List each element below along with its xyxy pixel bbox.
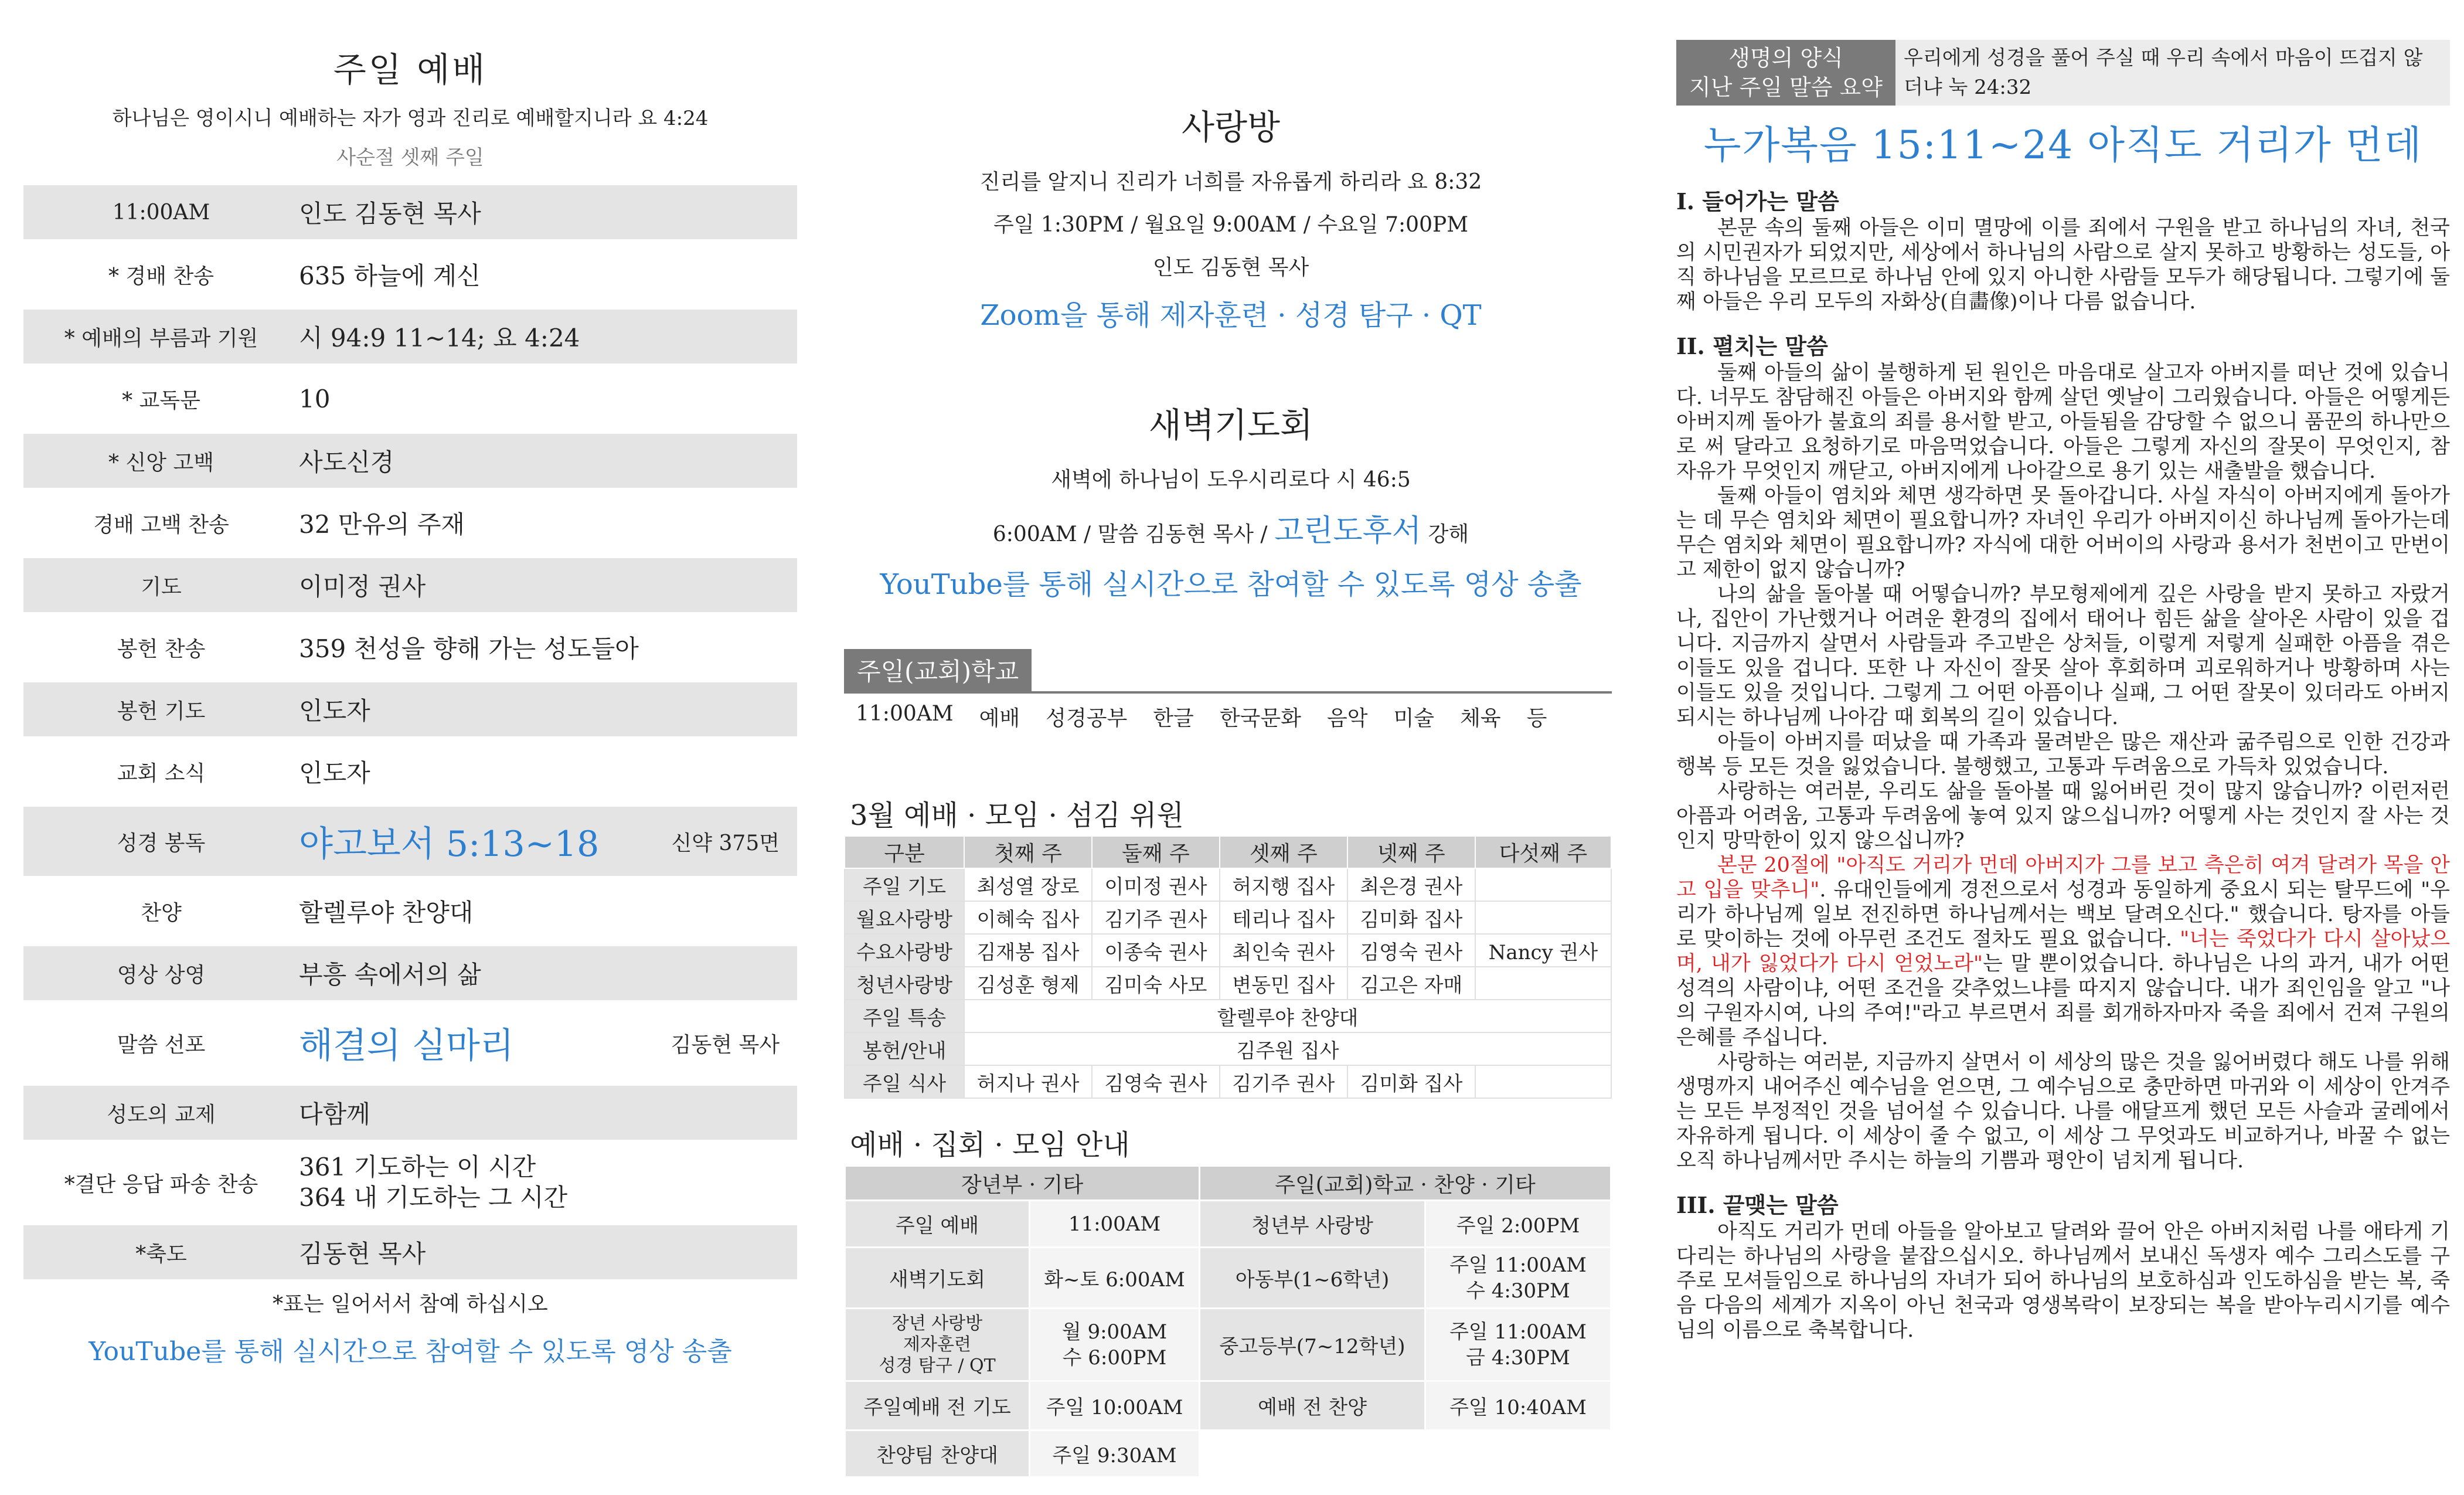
paragraph: 아들이 아버지를 떠났을 때 가족과 물려받은 많은 재산과 굶주림으로 인한 건강과 행복 등 모든 것을 잃었습니다. 불행했고, 고통과 두려움으로 가득차 있었습니다. <box>1676 730 2450 779</box>
order-row <box>23 682 797 736</box>
order-row <box>23 558 797 612</box>
paragraph: 아직도 거리가 먼데 아들을 알아보고 달려와 끌어 안은 아버지처럼 나를 애타게 기다리는 하나님의 사랑을 붙잡으십시오. 하나님께서 보내신 독생자 예수 그리스도를 구주로 모셔들임으로 하나님의 자녀가 되어 하나님의 보호하심과 인도하심을 받는 복, 죽음 다음의 세계가 지옥이 아닌 천국과 영생복락이 보장되는 복을 받아누리시기를 예수님의 이름으로 축복합니다. <box>1676 1220 2450 1342</box>
table-cell: 11:00AM <box>1030 1201 1200 1248</box>
order-row <box>23 310 797 363</box>
zoom-notice: Zoom을 통해 제자훈련 · 성경 탐구 · QT <box>980 299 1482 332</box>
standing-note: *표는 일어서서 참예 하십시오 <box>273 1292 548 1316</box>
order-row <box>23 946 797 1000</box>
table-cell <box>1475 1065 1611 1098</box>
order-row <box>23 434 797 488</box>
dawn-info-prefix: 6:00AM / 말씀 김동현 목사 / <box>992 522 1268 546</box>
order-value: 635 하늘에 계신 <box>299 261 481 290</box>
column-header: 주일(교회)학교 · 찬양 · 기타 <box>1200 1166 1611 1201</box>
table-header-row <box>845 836 1611 868</box>
order-row <box>23 884 797 938</box>
order-label: * 신앙 고백 <box>108 450 214 475</box>
paragraph: 본문 속의 둘째 아들은 이미 멸망에 이를 죄에서 구원을 받고 하나님의 자녀, 천국의 시민권자가 되었지만, 세상에서 하나님의 사람으로 살지 못하고 방황하는 성도들, 아직 하나님을 모르므로 하나님 안에 있지 아니한 사람들 모두가 해당됩니다. 그렇기에 둘째 아들은 우리 모두의 자화상(自畵像)이나 다름 없습니다. <box>1676 216 2450 314</box>
order-label: * 교독문 <box>122 388 200 413</box>
dawn-info-suffix: 강해 <box>1428 522 1469 546</box>
row-label: 장년 사랑방 제자훈련 성경 탐구 / QT <box>845 1309 1030 1381</box>
table-cell: 주일 11:00AM 금 4:30PM <box>1425 1309 1611 1381</box>
hymn-2: 364 내 기도하는 그 시간 <box>299 1183 568 1212</box>
table-cell: 김성훈 형제 <box>964 967 1092 1000</box>
worship-subtitle: 사순절 셋째 주일 <box>336 146 484 169</box>
order-label: 봉헌 기도 <box>117 699 206 723</box>
dawn-verse: 새벽에 하나님이 도우시리로다 시 46:5 <box>1051 468 1411 492</box>
order-row <box>23 185 797 239</box>
highlighted-quote: 본문 20절에 "아직도 거리가 먼데 아버지가 그를 보고 측은히 여겨 달려가 목을 안고 입을 맞추니" <box>1676 854 2450 902</box>
order-label: *축도 <box>135 1242 187 1266</box>
order-label: 경배 고백 찬송 <box>93 512 229 537</box>
order-value: 10 <box>299 384 331 413</box>
table-cell: 이미정 권사 <box>1092 868 1220 901</box>
table-cell: 최성열 장로 <box>964 868 1092 901</box>
table-row <box>845 934 1611 967</box>
school-item: 등 <box>1526 706 1547 730</box>
row-label: 주일예배 전 기도 <box>845 1381 1030 1431</box>
table-cell: 김미화 집사 <box>1347 901 1475 934</box>
dawn-book: 고린도후서 <box>1274 514 1422 549</box>
badge-subtitle: 지난 주일 말씀 요약 <box>1689 74 1883 100</box>
school-item: 한국문화 <box>1219 706 1301 730</box>
table-cell: 허지행 집사 <box>1220 868 1347 901</box>
column-header: 첫째 주 <box>964 836 1092 868</box>
order-of-service <box>23 185 797 1279</box>
table-cell: 월 9:00AM 수 6:00PM <box>1030 1309 1200 1381</box>
row-label: 주일 식사 <box>845 1065 964 1098</box>
table-cell: 김기주 권사 <box>1092 901 1220 934</box>
paragraph-text: . 유대인들에게 경전으로서 성경과 동일하게 중요시 되는 탈무드에 "우리가 하나님께 일보 전진하면 하나님께서는 백보 달려오신다." 했습니다. 탕자를 아들로 맞이하는 것에 아무런 조건도 절차도 필요 없습니다. <box>1676 878 2450 951</box>
table-cell <box>1425 1431 1611 1477</box>
order-value: 인도자 <box>299 696 370 725</box>
scripture-reference: 야고보서 5:13~18 <box>299 824 600 865</box>
sermon-summary-title: 누가복음 15:11~24 아직도 거리가 먼데 <box>1703 123 2423 168</box>
table-cell: 이혜숙 집사 <box>964 901 1092 934</box>
order-label: * 경배 찬송 <box>108 264 214 288</box>
table-row <box>845 1000 1611 1032</box>
table-cell: Nancy 권사 <box>1475 934 1611 967</box>
table-row <box>845 868 1611 901</box>
table-cell: 이종숙 권사 <box>1092 934 1220 967</box>
school-item: 성경공부 <box>1046 706 1128 730</box>
youtube-notice: YouTube를 통해 실시간으로 참여할 수 있도록 영상 송출 <box>89 1337 732 1367</box>
highlighted-quote: "너는 죽었다가 다시 살아났으며, 내가 잃었다가 다시 얻었노라" <box>1676 927 2451 976</box>
paragraph: 사랑하는 여러분, 우리도 삶을 돌아볼 때 잃어버린 것이 많지 않습니까? 이런저런 아픔과 어려움, 고통과 두려움에 놓여 있지 않으십니까? 어떻게 사는 것인지 잘 사는 것인지 망막한이 있지 않으십니까? <box>1676 780 2450 852</box>
love-room-verse: 진리를 알지니 진리가 너희를 자유롭게 하리라 요 8:32 <box>979 170 1482 194</box>
table-cell <box>1475 868 1611 901</box>
table-row <box>845 1201 1611 1248</box>
order-row <box>23 745 797 799</box>
table-cell: 김미화 집사 <box>1347 1065 1475 1098</box>
row-label: 청년부 사랑방 <box>1200 1201 1425 1248</box>
table-cell: 최인숙 권사 <box>1220 934 1347 967</box>
order-value: 32 만유의 주재 <box>299 510 465 539</box>
table-cell: 최은경 권사 <box>1347 868 1475 901</box>
order-row <box>23 1086 797 1140</box>
header-verse: 우리에게 성경을 풀어 주실 때 우리 속에서 마음이 뜨겁지 않더냐 눅 24:32 <box>1895 40 2450 106</box>
order-value: 할렐루야 찬양대 <box>299 898 474 927</box>
table-header-row <box>845 1166 1611 1201</box>
table-row <box>845 1032 1611 1065</box>
paragraph: 둘째 아들이 염치와 체면 생각하면 못 돌아갑니다. 사실 자식이 아버지에게 돌아가는 데 무슨 염치와 체면이 필요합니까? 자녀인 우리가 아버지이신 하나님께 돌아가는데 무슨 염치와 체면이 필요합니까? 자식에 대한 어버이의 사랑과 용서가 천번이고 만번이고 제한이 없지 않습니까? <box>1676 484 2450 582</box>
row-label: 수요사랑방 <box>845 934 964 967</box>
column-header: 장년부 · 기타 <box>845 1166 1200 1201</box>
staff-table <box>844 835 1612 1099</box>
order-row <box>23 1148 797 1217</box>
preacher: 김동현 목사 <box>671 1032 780 1057</box>
dawn-info <box>844 506 1618 550</box>
worship-verse: 하나님은 영이시니 예배하는 자가 영과 진리로 예배할지니라 요 4:24 <box>112 107 709 130</box>
order-label: 찬양 <box>141 901 182 925</box>
worship-column <box>23 0 797 1495</box>
order-row-scripture <box>23 807 797 876</box>
row-label: 봉헌/안내 <box>845 1032 964 1065</box>
school-items <box>844 694 1618 740</box>
school-tab: 주일(교회)학교 <box>844 649 1032 691</box>
order-value <box>299 1152 797 1213</box>
badge-title: 생명의 양식 <box>1728 45 1843 71</box>
row-label: 예배 전 찬양 <box>1200 1381 1425 1431</box>
section-heading: II. 펼치는 말씀 <box>1676 333 1828 359</box>
table-cell <box>1475 967 1611 1000</box>
row-label: 중고등부(7~12학년) <box>1200 1309 1425 1381</box>
table-cell <box>1475 901 1611 934</box>
paragraph <box>1676 853 2450 1050</box>
table-cell: 허지나 권사 <box>964 1065 1092 1098</box>
hymn-1: 361 기도하는 이 시간 <box>299 1153 536 1181</box>
paragraph-text: 는 말 뿐이었습니다. 하나님은 나의 과거, 내가 어떤 성격의 사람이냐, 어떤 조건을 갖추었느냐를 따지지 않습니다. 내가 죄인임을 알고 "나의 구원자시여, 나의 주여!"라고 부르면서 죄를 회개하자마자 죽을 죄에서 건져 구원의 은혜를 주십니다. <box>1676 952 2450 1049</box>
order-row <box>23 620 797 674</box>
table-cell: 김재봉 집사 <box>964 934 1092 967</box>
order-row <box>23 372 797 426</box>
table-row <box>845 1248 1611 1309</box>
column-header: 둘째 주 <box>1092 836 1220 868</box>
order-value: 인도 김동현 목사 <box>299 199 481 228</box>
sermon-column <box>1676 0 2450 1495</box>
school-item: 예배 <box>979 706 1020 730</box>
row-label: 청년사랑방 <box>845 967 964 1000</box>
table-row <box>845 901 1611 934</box>
column-header: 넷째 주 <box>1347 836 1475 868</box>
order-label: 성도의 교제 <box>107 1102 216 1127</box>
school-item: 체육 <box>1460 706 1501 730</box>
worship-title: 주일 예배 <box>333 50 488 90</box>
order-label: * 예배의 부름과 기원 <box>64 326 258 351</box>
order-label: 영상 상영 <box>117 963 206 987</box>
row-label: 새벽기도회 <box>845 1248 1030 1309</box>
order-label: 성경 봉독 <box>117 831 206 855</box>
order-row <box>23 247 797 301</box>
row-label: 아동부(1~6학년) <box>1200 1248 1425 1309</box>
table-cell: 김주원 집사 <box>964 1032 1611 1065</box>
dawn-youtube: YouTube를 통해 실시간으로 참여할 수 있도록 영상 송출 <box>880 568 1582 601</box>
order-value: 부흥 속에서의 삶 <box>299 960 481 989</box>
order-label: 교회 소식 <box>117 761 206 786</box>
column-header: 구분 <box>845 836 964 868</box>
order-value: 다함께 <box>299 1100 370 1129</box>
sermon-header <box>1676 40 2450 106</box>
row-label: 월요사랑방 <box>845 901 964 934</box>
paragraph: 둘째 아들의 삶이 불행하게 된 원인은 마음대로 살고자 아버지를 떠난 것에 있습니다. 너무도 참담해진 아들은 아버지와 함께 살던 옛날이 그리웠습니다. 아들은 어떻게든 아버지께 돌아가 불효의 죄를 용서할 받고, 아들됨을 감당할 수 없으니 품꾼의 하나만으로 써 달라고 요청하기로 마음먹었습니다. 아들은 그렇게 자신의 잘못이 무엇인지, 참 자유가 무엇인지 깨닫고, 아버지에게 나아갈으로 용기 있는 새출발을 했습니다. <box>1676 361 2450 483</box>
order-label: 11:00AM <box>112 200 210 225</box>
table-cell: 주일 2:00PM <box>1425 1201 1611 1248</box>
order-label: 봉헌 찬송 <box>117 637 206 661</box>
table-cell: 테리나 집사 <box>1220 901 1347 934</box>
order-value: 사도신경 <box>299 448 394 477</box>
order-value: 인도자 <box>299 759 370 787</box>
school-item: 한글 <box>1153 706 1194 730</box>
table-cell <box>1200 1431 1425 1477</box>
table-row <box>845 1309 1611 1381</box>
section-heading: I. 들어가는 말씀 <box>1676 188 1839 215</box>
order-value: 이미정 권사 <box>299 572 426 601</box>
order-value: 시 94:9 11~14; 요 4:24 <box>299 324 580 352</box>
sermon-title: 해결의 실마리 <box>299 1025 514 1066</box>
table-cell: 김기주 권사 <box>1220 1065 1347 1098</box>
table-cell: 주일 9:30AM <box>1030 1431 1200 1477</box>
table-cell: 주일 10:00AM <box>1030 1381 1200 1431</box>
table-cell: 김고은 자매 <box>1347 967 1475 1000</box>
table-cell: 주일 10:40AM <box>1425 1381 1611 1431</box>
staff-title: 3월 예배 · 모임 · 섬김 위원 <box>850 799 1184 832</box>
paragraph: 사랑하는 여러분, 지금까지 살면서 이 세상의 많은 것을 잃어버렸다 해도 나를 위해 생명까지 내어주신 예수님을 얻으면, 그 예수님으로 충만하면 마귀와 이 세상이 안겨주는 모든 부정적인 것을 넘어설 수 있습니다. 나를 애달프게 했던 모든 사슬과 굴레에서 자유하게 됩니다. 이 세상이 줄 수 없고, 이 세상 그 무엇과도 비교하거나, 바꿀 수 없는오직 하나님께서만 주시는 하늘의 기쁨과 평안이 넘치게 됩니다. <box>1676 1051 2450 1173</box>
order-row <box>23 1225 797 1279</box>
table-cell: 화~토 6:00AM <box>1030 1248 1200 1309</box>
love-room-times: 주일 1:30PM / 월요일 9:00AM / 수요일 7:00PM <box>993 213 1469 237</box>
school-item: 11:00AM <box>856 702 954 726</box>
sermon-badge <box>1676 40 1895 106</box>
table-row <box>845 1065 1611 1098</box>
order-row-sermon <box>23 1008 797 1078</box>
table-row <box>845 1431 1611 1477</box>
row-label: 주일 예배 <box>845 1201 1030 1248</box>
table-cell: 할렐루야 찬양대 <box>964 1000 1611 1032</box>
scripture-page: 신약 375면 <box>671 831 780 855</box>
school-section <box>844 649 1618 740</box>
love-room-leader: 인도 김동현 목사 <box>1152 256 1309 280</box>
table-cell: 김미숙 사모 <box>1092 967 1220 1000</box>
table-row <box>845 967 1611 1000</box>
table-cell: 김영숙 권사 <box>1347 934 1475 967</box>
school-item: 음악 <box>1326 706 1368 730</box>
paragraph: 나의 삶을 돌아볼 때 어떻습니까? 부모형제에게 깊은 사랑을 받지 못하고 자랐거나, 집안이 가난했거나 어려운 환경의 집에서 태어나 힘든 삶을 살아온 사람이 있을 겁니다. 지금까지 살면서 사람들과 주고받은 상처들, 이렇게 저렇게 실패한 아픔을 겪은 이들도 있을 겁니다. 또한 나 자신이 잘못 살아 후회하며 괴로워하거나 방황하며 사는 이들도 있을 것입니다. 그렇게 그 어떤 아픔이나 실패, 그 어떤 잘못이 있더라도 아버지 되시는 하나님께 나아감 때 회복의 길이 있습니다. <box>1676 583 2450 729</box>
love-room-title: 사랑방 <box>1181 107 1281 147</box>
order-value: 359 천성을 향해 가는 성도들아 <box>299 634 639 663</box>
order-label: 말씀 선포 <box>117 1032 206 1057</box>
meetings-column <box>844 0 1618 1495</box>
guide-title: 예배 · 집회 · 모임 안내 <box>850 1129 1130 1161</box>
section-heading: III. 끝맺는 말씀 <box>1676 1192 1839 1218</box>
order-label: *결단 응답 파송 찬송 <box>64 1172 258 1197</box>
table-cell: 변동민 집사 <box>1220 967 1347 1000</box>
column-header: 셋째 주 <box>1220 836 1347 868</box>
row-label: 찬양팀 찬양대 <box>845 1431 1030 1477</box>
table-row <box>845 1381 1611 1431</box>
order-value: 김동현 목사 <box>299 1239 426 1268</box>
order-label: 기도 <box>141 575 182 599</box>
row-label: 주일 특송 <box>845 1000 964 1032</box>
row-label: 주일 기도 <box>845 868 964 901</box>
dawn-title: 새벽기도회 <box>1148 405 1313 445</box>
column-header: 다섯째 주 <box>1475 836 1611 868</box>
school-item: 미술 <box>1393 706 1435 730</box>
guide-table <box>844 1165 1612 1478</box>
table-cell: 김영숙 권사 <box>1092 1065 1220 1098</box>
table-cell: 주일 11:00AM 수 4:30PM <box>1425 1248 1611 1309</box>
order-row <box>23 496 797 550</box>
